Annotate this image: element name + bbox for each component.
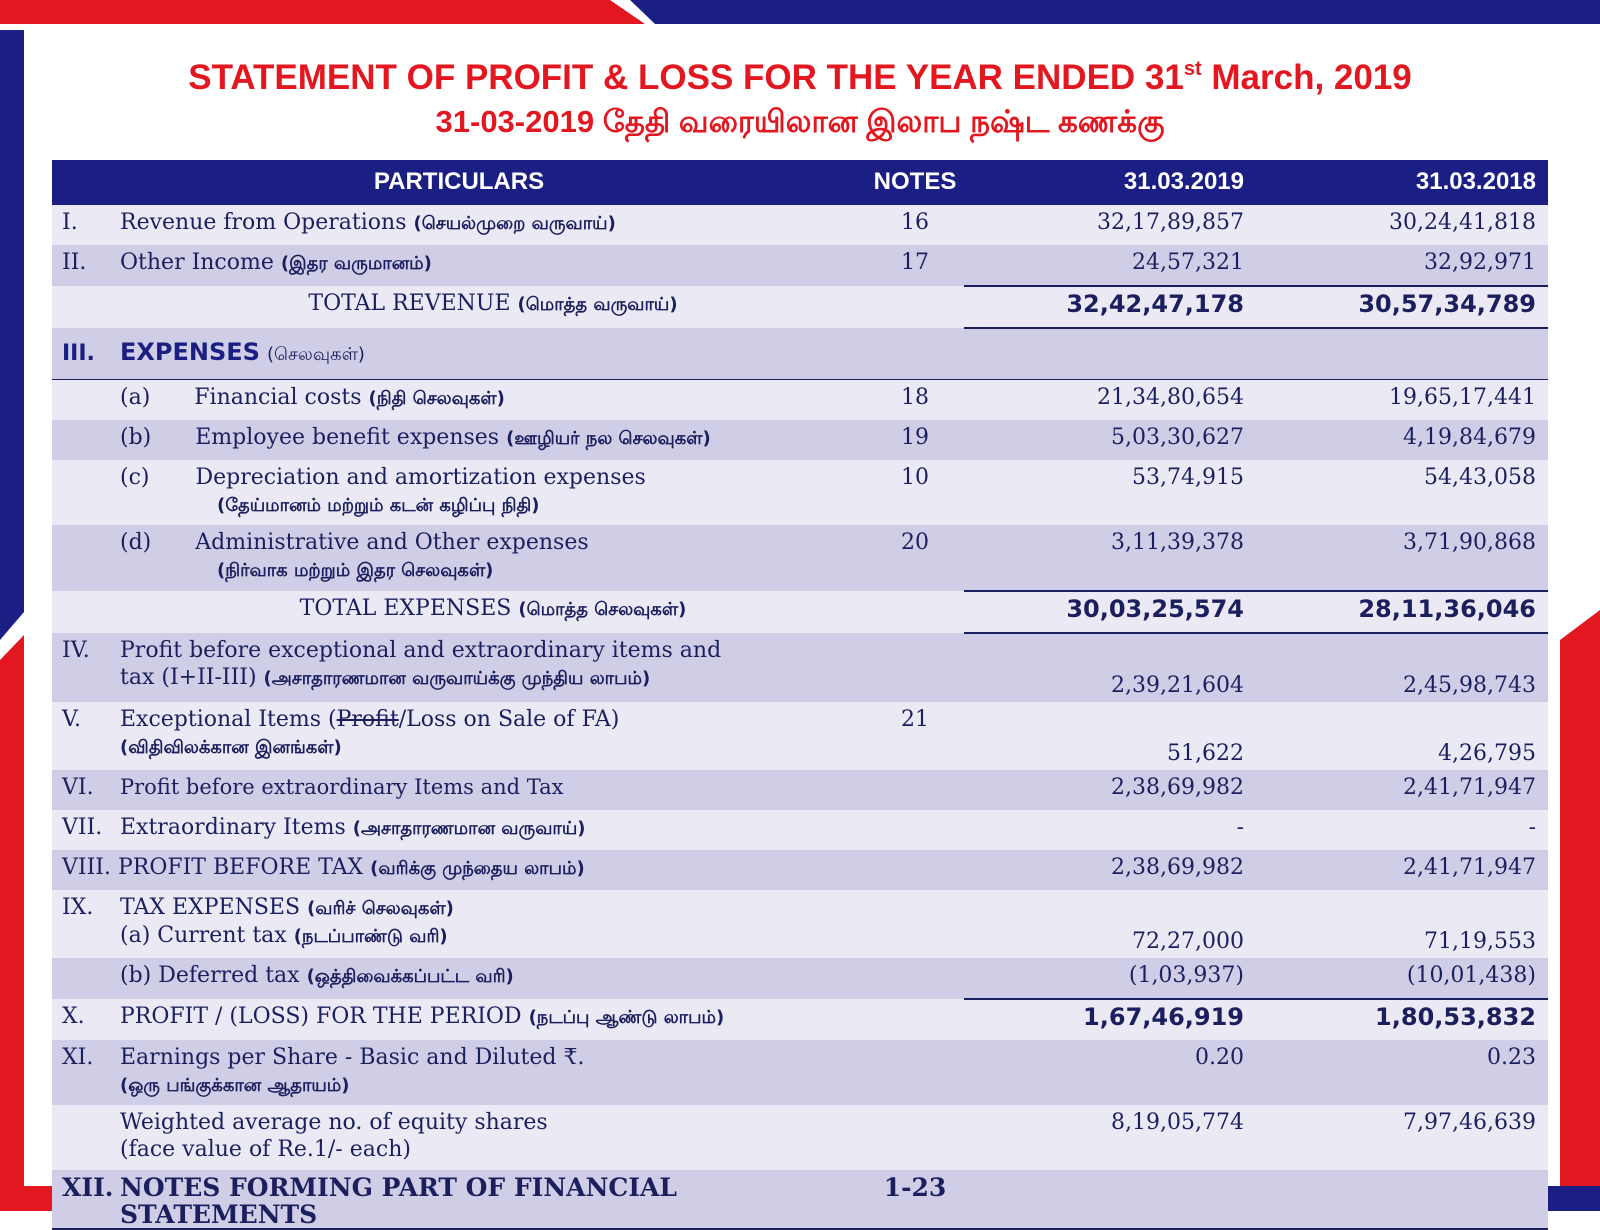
header-year-2018: 31.03.2018 bbox=[1256, 160, 1548, 205]
table-row: (d) Administrative and Other expenses (நிர்வாக மற்றும் இதர செலவுகள்) 20 3,11,39,378 3,71,90,868 bbox=[52, 525, 1548, 591]
table-row: IX. TAX EXPENSES (வரிச் செலவுகள்) (a) Current tax (நடப்பாண்டு வரி) 72,27,000 71,19,553 bbox=[52, 890, 1548, 958]
border-red-right bbox=[1560, 610, 1600, 1211]
table-row: (b) Employee benefit expenses (ஊழியர் நல செலவுகள்) 19 5,03,30,627 4,19,84,679 bbox=[52, 420, 1548, 460]
table-row: V. Exceptional Items (Profit/Loss on Sale of FA) (விதிவிலக்கான இனங்கள்) 21 51,622 4,26,795 bbox=[52, 702, 1548, 770]
total-revenue-row: TOTAL REVENUE (மொத்த வருவாய்) 32,42,47,178 30,57,34,789 bbox=[52, 286, 1548, 328]
table-row: (a) Financial costs (நிதி செலவுகள்) 18 21,34,80,654 19,65,17,441 bbox=[52, 380, 1548, 421]
header-particulars: PARTICULARS bbox=[52, 160, 866, 205]
table-row: IV. Profit before exceptional and extraordinary items and tax (I+II-III) (அசாதாரணமான வருவாய்க்கு முந்திய லாபம்) 2,39,21,604 2,45,98,743 bbox=[52, 633, 1548, 702]
table-row: (b) Deferred tax (ஒத்திவைக்கப்பட்ட வரி) (1,03,937) (10,01,438) bbox=[52, 958, 1548, 999]
table-row: VII. Extraordinary Items (அசாதாரணமான வருவாய்) - - bbox=[52, 810, 1548, 850]
table-row: VIII. PROFIT BEFORE TAX (வரிக்கு முந்தைய லாபம்) 2,38,69,982 2,41,71,947 bbox=[52, 850, 1548, 890]
header-notes: NOTES bbox=[866, 160, 964, 205]
total-expenses-row: TOTAL EXPENSES (மொத்த செலவுகள்) 30,03,25,574 28,11,36,046 bbox=[52, 591, 1548, 633]
profit-for-period-row: X. PROFIT / (LOSS) FOR THE PERIOD (நடப்பு ஆண்டு லாபம்) 1,67,46,919 1,80,53,832 bbox=[52, 999, 1548, 1040]
table-row: XI. Earnings per Share - Basic and Diluted ₹. (ஒரு பங்குக்கான ஆதாயம்) 0.20 0.23 bbox=[52, 1040, 1548, 1105]
border-red-left bbox=[0, 635, 24, 1211]
table-row: VI. Profit before extraordinary Items and Tax 2,38,69,982 2,41,71,947 bbox=[52, 770, 1548, 810]
statement-title-tamil: 31-03-2019 தேதி வரையிலான இலாப நஷ்ட கணக்கு bbox=[435, 104, 1165, 139]
table-row: II. Other Income (இதர வருமானம்) 17 24,57,321 32,92,971 bbox=[52, 245, 1548, 286]
border-red-top-left bbox=[0, 0, 645, 24]
notes-row: XII. NOTES FORMING PART OF FINANCIAL STATEMENTS 1-23 bbox=[52, 1170, 1548, 1229]
border-blue-top-right bbox=[630, 0, 1600, 24]
title-superscript: st bbox=[1183, 58, 1202, 80]
table-row: I. Revenue from Operations (செயல்முறை வருவாய்) 16 32,17,89,857 30,24,41,818 bbox=[52, 205, 1548, 246]
table-row: (c) Depreciation and amortization expenses (தேய்மானம் மற்றும் கடன் கழிப்பு நிதி) 10 53,74,915 54,43,058 bbox=[52, 460, 1548, 525]
profit-loss-table bbox=[52, 160, 1548, 1230]
statement-title: STATEMENT OF PROFIT & LOSS FOR THE YEAR ENDED 31st March, 2019 bbox=[188, 58, 1412, 97]
expenses-section-row: III. EXPENSES (செலவுகள்) bbox=[52, 328, 1548, 380]
table-header bbox=[52, 160, 1548, 205]
header-year-2019: 31.03.2019 bbox=[964, 160, 1256, 205]
table-row: Weighted average no. of equity shares (face value of Re.1/- each) 8,19,05,774 7,97,46,639 bbox=[52, 1105, 1548, 1170]
